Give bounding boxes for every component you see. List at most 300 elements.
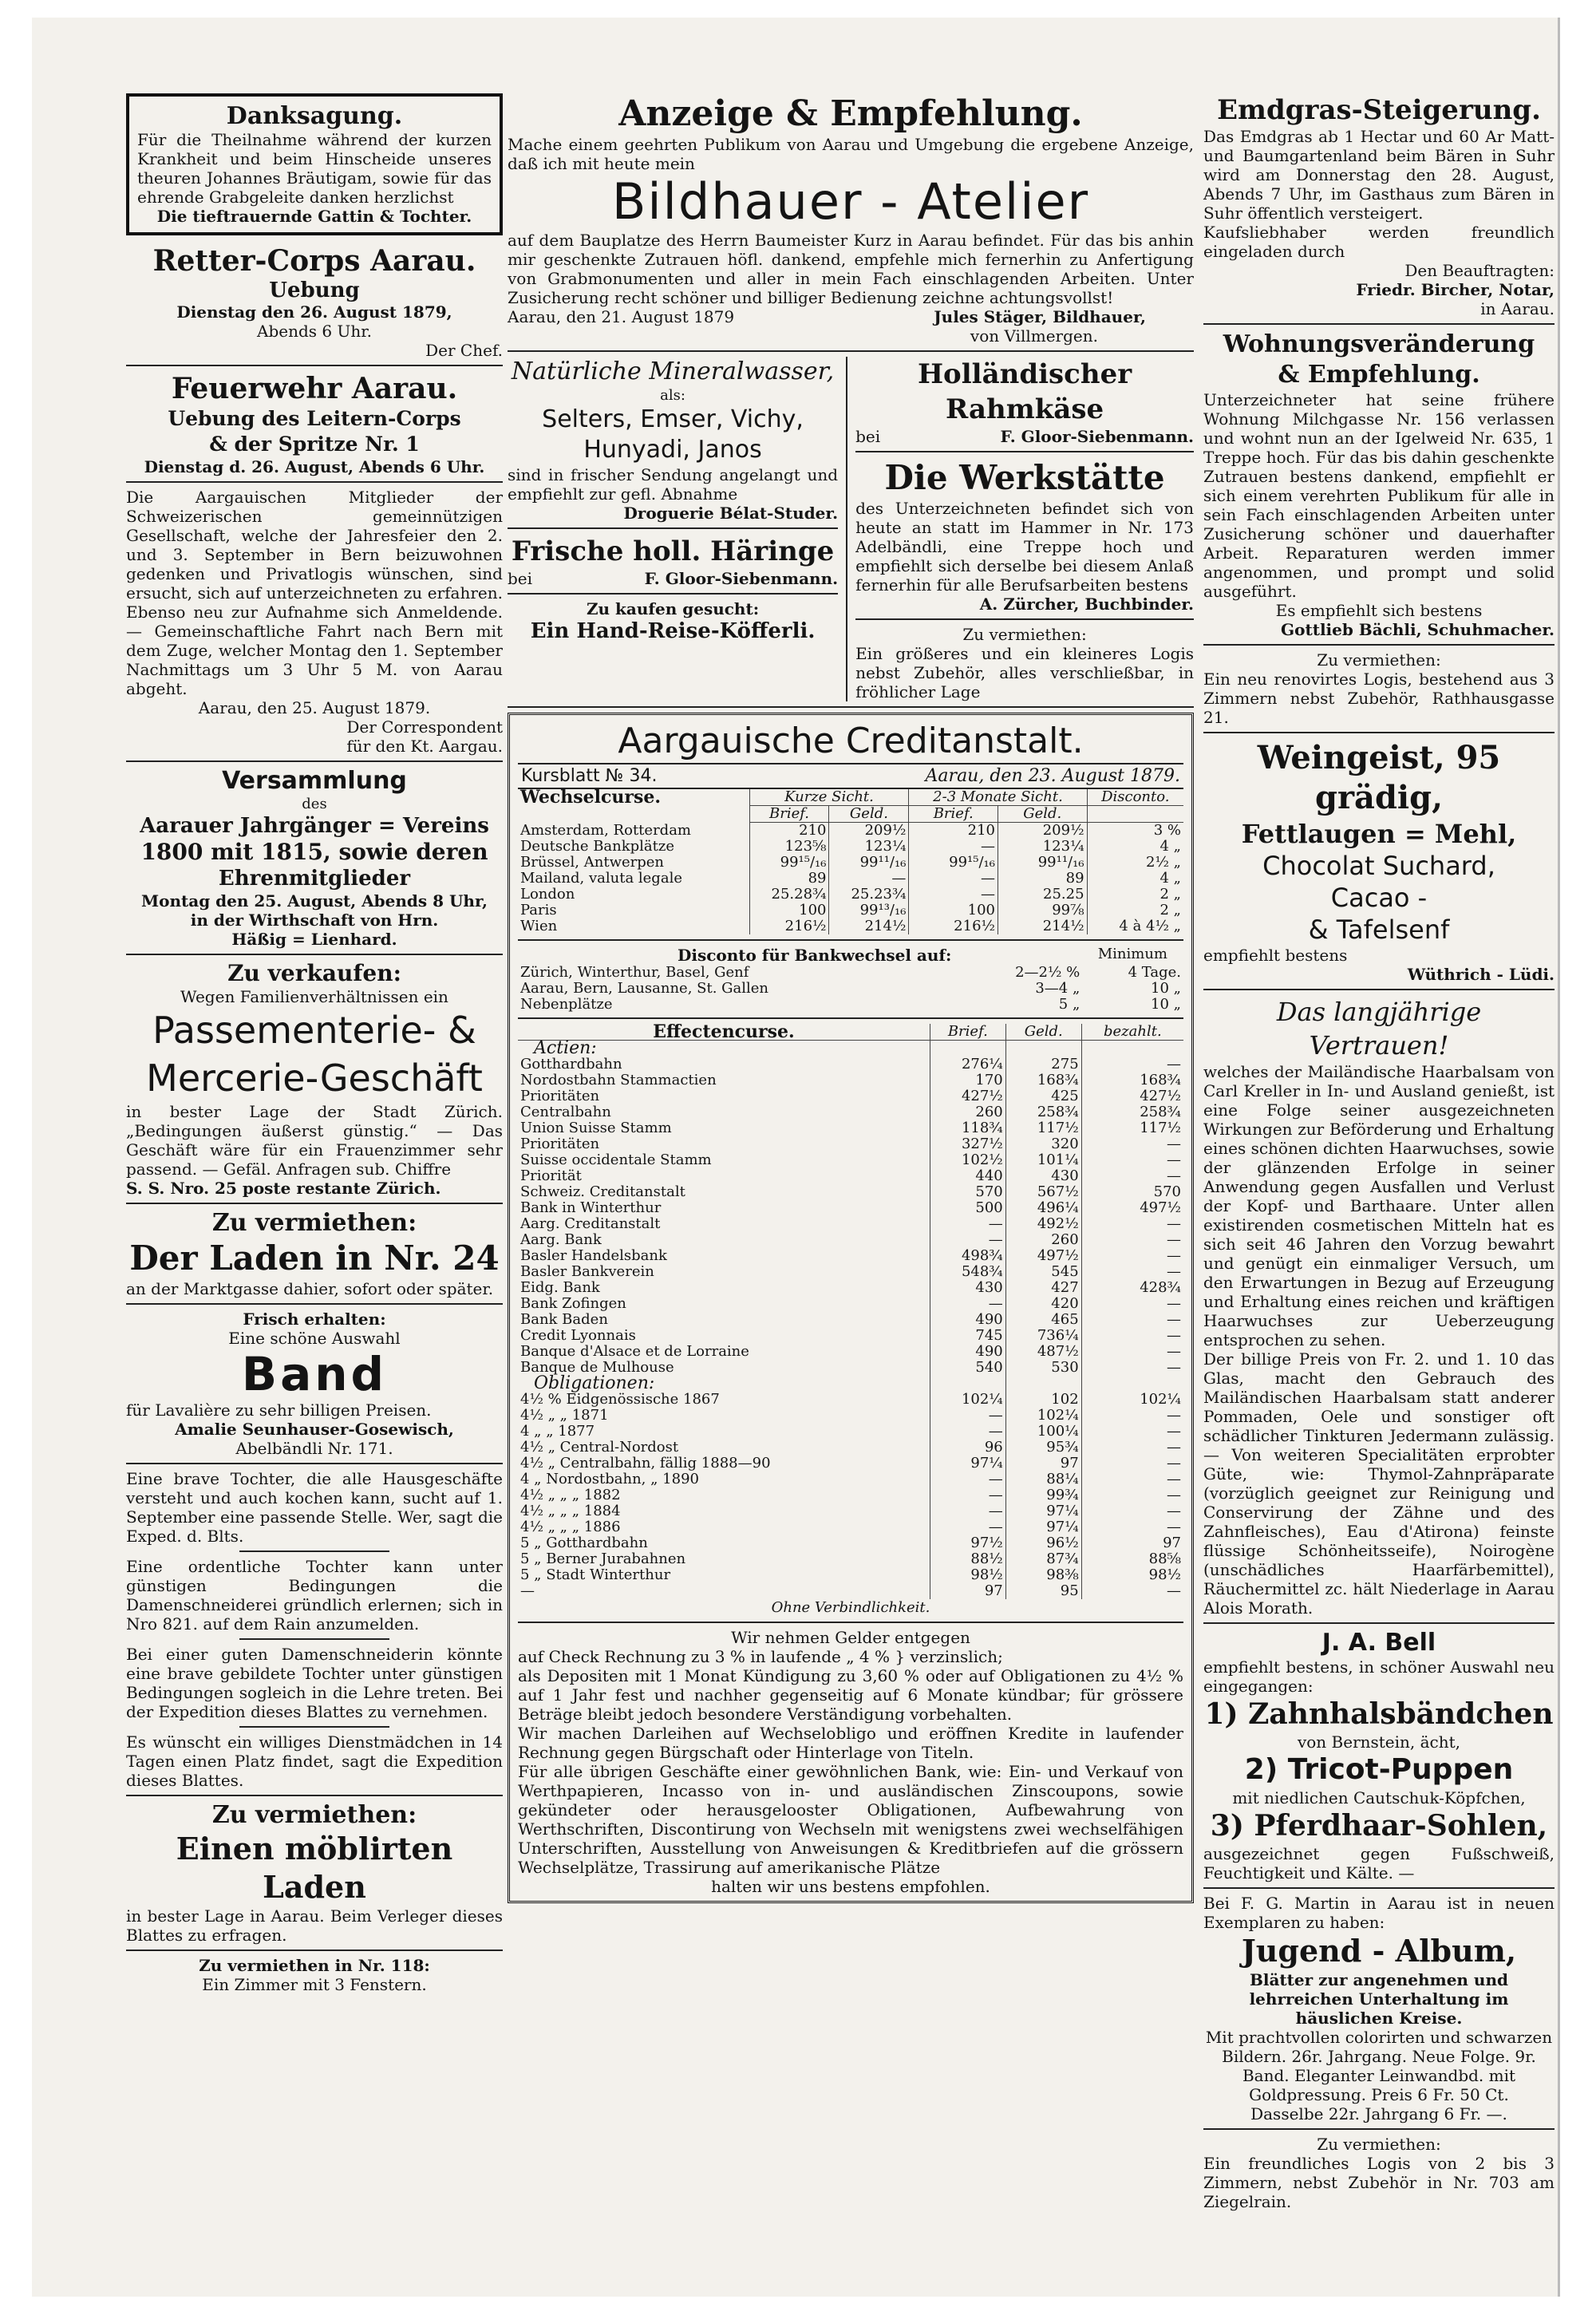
oblig-value: — (930, 1408, 1005, 1424)
divider (126, 1795, 503, 1796)
divider (239, 1551, 390, 1552)
disc-value: 4 Tage. (1128, 964, 1181, 981)
wechsel-value: 123¼ (829, 839, 909, 855)
werk-text: des Unterzeichneten befindet sich von heute an statt im Hammer in Nr. 173 Adelbändli, eine Treppe hoch und empfiehlt sich derselbe bei diesem Anlaß fernerhin für alle Berufsarbeiten bestens (855, 499, 1194, 595)
effect-value: — (930, 1216, 1005, 1232)
divider (126, 1949, 503, 1951)
effect-value: 427½ (930, 1088, 1005, 1104)
wein-l3: Chocolat Suchard, (1262, 851, 1495, 881)
bell-text: empfiehlt bestens, in schöner Auswahl neu eingegangen: (1203, 1657, 1555, 1696)
oblig-value: 97 (930, 1583, 1005, 1599)
effect-value: 101¼ (1005, 1152, 1081, 1168)
effect-value: — (1081, 1296, 1183, 1312)
effect-value: 736¼ (1005, 1328, 1081, 1344)
effect-value: 490 (930, 1312, 1005, 1328)
effect-value: — (1081, 1057, 1183, 1073)
oblig-row (518, 1424, 1183, 1440)
wechsel-value: 25.28¾ (749, 887, 829, 903)
oblig-name: 5 „ Gotthardbahn (520, 1535, 648, 1551)
oblig-value: — (930, 1503, 1005, 1519)
h-kurz: Kurze Sicht. (749, 789, 909, 806)
verk-big2: Mercerie-Geschäft (146, 1057, 483, 1100)
disc-min: Minimum (1097, 946, 1167, 962)
divider (126, 1303, 503, 1305)
effect-value: 168¾ (1081, 1073, 1183, 1088)
effect-value: — (1081, 1264, 1183, 1280)
gemein-sign1: Der Correspondent (346, 717, 503, 737)
oblig-row (518, 1472, 1183, 1487)
effect-name: Suisse occidentale Stamm (520, 1152, 712, 1168)
right-column (1203, 93, 1555, 2211)
disc-head (518, 946, 1183, 965)
wechsel-value: 210 (749, 823, 829, 839)
effect-value: 427 (1005, 1280, 1081, 1296)
anzeige-title: Anzeige & Empfehlung. (618, 93, 1083, 134)
oblig-row (518, 1535, 1183, 1551)
mineral-items: Selters, Emser, Vichy, Hunyadi, Janos (542, 405, 804, 464)
effect-head (518, 1024, 1183, 1041)
anzeige-text: auf dem Bauplatze des Herrn Baumeister Kurz in Aarau befindet. Für das bis anhin mir geschenkte Zutrauen höfl. dankend, empfehle mich fernerhin zu Anfertigung von Grabmonumenten und aller in mein Fach einschlagenden Arbeiten. Unter Zusicherung recht schöner und billiger Bedienung zeichne achtungsvollst! (508, 231, 1194, 307)
effect-value: 530 (1005, 1360, 1081, 1376)
credit-f5: Für alle übrigen Geschäfte einer gewöhnlichen Bank, wie: Ein- und Verkauf von Werthpapieren, Incasso von in- und ausländischen Zinscoupons, sowie gekündeter oder herausgelooster Obligationen, Aufbewahrung von Werthschriften, Discontirung von Wechseln mit wenigstens zwei wechselfähigen Unterschriften, Ausstellung von Anweisungen & Kreditbriefen auf die grössern Wechselplätze, Trassirung auf amerikanische Plätze (518, 1762, 1183, 1877)
effect-value: 487½ (1005, 1344, 1081, 1360)
effect-name: Aarg. Bank (520, 1231, 602, 1248)
oblig-value: 96½ (1005, 1535, 1081, 1551)
wechsel-value: 89 (749, 871, 829, 887)
effect-row (518, 1057, 1183, 1073)
credit-kurs: Kursblatt № 34. (521, 766, 658, 786)
effect-row (518, 1136, 1183, 1152)
effect-value: 540 (930, 1360, 1005, 1376)
wohn-text: Unterzeichneter hat seine frühere Wohnung Milchgasse Nr. 156 verlassen und wohnt nun an der Igelweid Nr. 635, 1 Treppe hoch. Für das bis dahin geschenkte Zutrauen bestens dankend, empfiehlt er sich einem verehrten Publikum für alle in sein Fach einschlagenden Arbeiten unter Zusicherung schöner und dauerhafter Arbeit. Reparaturen werden immer angenommen, und prompt und solid ausgeführt. (1203, 390, 1555, 601)
effect-value: 545 (1005, 1264, 1081, 1280)
oblig-value: — (1081, 1583, 1183, 1599)
emd-sign1: Den Beauftragten: (1404, 261, 1555, 280)
effect-value: 420 (1005, 1296, 1081, 1312)
dank-notice (126, 93, 503, 235)
credit-f3: als Depositen mit 1 Monat Kündigung zu 3,60 % oder auf Obligationen zu 4½ % auf 1 Jahr fest und nachher gegenseitig auf 6 Monate kündbar; für grössere Beträge bleibt jedoch besondere Verständigung vorbehalten. (518, 1666, 1183, 1724)
wechsel-row (518, 839, 1183, 855)
effect-value: 496¼ (1005, 1200, 1081, 1216)
oblig-value: 95¾ (1005, 1440, 1081, 1456)
disc-title: Disconto für Bankwechsel auf: (678, 946, 952, 965)
wechsel-value: 25.25 (998, 887, 1087, 903)
wein-l1: Weingeist, 95 grädig, (1257, 739, 1501, 816)
effect-row (518, 1200, 1183, 1216)
effect-row (518, 1184, 1183, 1200)
effect-value: 170 (930, 1073, 1005, 1088)
h-disc: Disconto. (1087, 789, 1183, 806)
anzeige-big: Bildhauer - Atelier (611, 172, 1090, 231)
mineral-title: Natürliche Mineralwasser, (511, 358, 835, 385)
emd-sign2: Friedr. Bircher, Notar, (1356, 280, 1555, 299)
versamm-l6: Häßig = Lienhard. (231, 930, 397, 949)
left-column (126, 93, 503, 1994)
aktien-label: Actien: (534, 1038, 597, 1058)
wechsel-value: 2½ „ (1087, 855, 1183, 871)
wein-emp: empfiehlt bestens (1203, 946, 1348, 965)
divider (239, 1726, 390, 1728)
wechsel-row (518, 887, 1183, 903)
wechsel-value: 3 % (1087, 823, 1183, 839)
oblig-value: 102¼ (1005, 1408, 1081, 1424)
laden-big: Der Laden in Nr. 24 (129, 1238, 500, 1278)
empty-cell (1081, 1376, 1183, 1392)
empty-cell (1005, 1376, 1081, 1392)
versamm-title: Versammlung (222, 767, 407, 795)
oblig-value: — (1081, 1472, 1183, 1487)
credit-f1: Wir nehmen Gelder entgegen (731, 1628, 970, 1647)
effect-table (518, 1021, 1183, 1599)
rahm-by: bei (855, 427, 881, 446)
ads-left (508, 357, 847, 701)
wechsel-value: 89 (998, 871, 1087, 887)
effect-name: Prioritäten (520, 1136, 600, 1152)
band-l1: Frisch erhalten: (243, 1310, 386, 1329)
oblig-name: 4½ „ „ 1871 (520, 1407, 609, 1424)
wechsel-place: Wien (520, 918, 558, 934)
haering-footer (508, 569, 838, 588)
oblig-name: 4 „ Nordostbahn, „ 1890 (520, 1471, 699, 1487)
effect-value: 425 (1005, 1088, 1081, 1104)
laden-text: an der Marktgasse dahier, sofort oder später. (126, 1279, 494, 1298)
effect-value: 275 (1005, 1057, 1081, 1073)
divider (1203, 1622, 1555, 1624)
band-l2: Eine schöne Auswahl (228, 1329, 401, 1348)
wechsel-value: 25.23¾ (829, 887, 909, 903)
effect-row (518, 1104, 1183, 1120)
effect-value: 465 (1005, 1312, 1081, 1328)
disc-row (518, 965, 1183, 981)
h-brief: Brief. (749, 806, 829, 823)
wechsel-value: 99¹¹/₁₆ (829, 855, 909, 871)
oblig-value: — (1081, 1519, 1183, 1535)
divider (855, 451, 1194, 452)
oblig-value: 97¼ (930, 1456, 1005, 1472)
emd-text: Das Emdgras ab 1 Hectar und 60 Ar Matt- und Baumgartenland beim Bären in Suhr wird am Donnerstag den 28. August, Abends 7 Uhr, im Gasthaus zum Bären in Suhr öffentlich versteigert. (1203, 127, 1555, 223)
oblig-row (518, 1487, 1183, 1503)
oblig-row (518, 1519, 1183, 1535)
credit-f6: halten wir uns bestens empfohlen. (711, 1877, 990, 1896)
divider (126, 1203, 503, 1204)
oblig-value: 97 (1081, 1535, 1183, 1551)
effect-title: Effectencurse. (518, 1024, 930, 1041)
effect-value: — (1081, 1152, 1183, 1168)
feuer-date: Dienstag d. 26. August, Abends 6 Uhr. (144, 457, 485, 476)
oblig-row (518, 1408, 1183, 1424)
effect-rows (518, 1057, 1183, 1376)
oblig-value: 88⅝ (1081, 1551, 1183, 1567)
emd-title: Emdgras-Steigerung. (1217, 94, 1541, 126)
effect-value: 320 (1005, 1136, 1081, 1152)
effect-row (518, 1088, 1183, 1104)
rahm-footer (855, 427, 1194, 446)
mineral-als: als: (660, 387, 685, 404)
retter-title: Retter-Corps Aarau. (152, 244, 476, 278)
newspaper-page (32, 18, 1560, 2297)
effect-row (518, 1232, 1183, 1248)
empty-cell (1081, 1041, 1183, 1057)
credit-date: Aarau, den 23. August 1879. (925, 766, 1180, 786)
oblig-value: 96 (930, 1440, 1005, 1456)
rverm2-title: Zu vermiethen: (1317, 2135, 1441, 2154)
effect-value: — (1081, 1360, 1183, 1376)
effect-row (518, 1152, 1183, 1168)
wechsel-head2 (518, 806, 1183, 823)
effect-name: Bank Baden (520, 1311, 608, 1328)
wechsel-place: Brüssel, Antwerpen (520, 854, 665, 871)
effect-value: — (1081, 1328, 1183, 1344)
oblig-value: 95 (1005, 1583, 1081, 1599)
rverm-text: Ein neu renovirtes Logis, bestehend aus 3 Zimmern nebst Zubehör, Rathhausgasse 21. (1203, 670, 1555, 727)
oblig-value: — (930, 1472, 1005, 1487)
dienst-text: Es wünscht ein williges Dienstmädchen in 14 Tagen einen Platz findet, sagt die Expedition dieses Blattes. (126, 1732, 503, 1790)
disc-row (518, 997, 1183, 1013)
wechsel-row (518, 918, 1183, 934)
jugend-text: Mit prachtvollen colorirten und schwarzen Bildern. 26r. Jahrgang. Neue Folge. 9r. Band. Eleganter Leinwandbd. mit Goldpressung. Preis 6 Fr. 50 Ct. (1205, 2028, 1553, 2104)
credit-f4: Wir machen Darleihen auf Wechselobligo und eröffnen Kredite in laufender Rechnung gegen Bürgschaft oder Hinterlage von Titeln. (518, 1724, 1183, 1762)
tochter2-text: Eine ordentliche Tochter kann unter günstigen Bedingungen die Damenschneiderei gründlich erlernen; sich in Nro 821. auf dem Rain anzumelden. (126, 1557, 503, 1633)
disc-place: Nebenplätze (520, 996, 613, 1013)
feuer-sub2: & der Spritze Nr. 1 (209, 433, 420, 456)
h-brief: Brief. (930, 1024, 1005, 1041)
wechsel-value: — (909, 871, 998, 887)
vertrauen-title: Das langjährige Vertrauen! (1276, 997, 1482, 1061)
wechsel-value: 99¹¹/₁₆ (998, 855, 1087, 871)
divider (1203, 323, 1555, 325)
effect-name: Centralbahn (520, 1104, 611, 1120)
oblig-value: 102¼ (1081, 1392, 1183, 1408)
credit-f2: auf Check Rechnung zu 3 % in laufende „ 4 % } verzinslich; (518, 1647, 1003, 1666)
divider (508, 350, 1194, 352)
versamm-l2: 1800 mit 1815, sowie deren (140, 839, 488, 865)
wechsel-value: 100 (749, 903, 829, 918)
bell-i1: 1) Zahnhalsbändchen (1204, 1697, 1554, 1731)
anzeige-name: Jules Stäger, Bildhauer, (934, 307, 1146, 326)
divider (508, 706, 1194, 708)
verk-text: in bester Lage der Stadt Zürich. „Bedingungen äußerst günstig.“ — Das Geschäft wäre für ein Frauenzimmer sehr passend. — Gefäl. Anfragen sub. Chiffre (126, 1102, 503, 1179)
effect-value: 490 (930, 1344, 1005, 1360)
effect-value: 567½ (1005, 1184, 1081, 1200)
anzeige-from: von Villmergen. (970, 326, 1098, 346)
oblig-value: 102¼ (930, 1392, 1005, 1408)
band-big: Band (241, 1347, 388, 1401)
wohn-title1: Wohnungsveränderung (1223, 330, 1535, 358)
rahm-name: F. Gloor-Siebenmann. (1000, 427, 1194, 446)
effect-value: 492½ (1005, 1216, 1081, 1232)
wechsel-value: 99¹⁵/₁₆ (749, 855, 829, 871)
effect-value: — (1081, 1216, 1183, 1232)
oblig-row (518, 1440, 1183, 1456)
empty-cell (1005, 1041, 1081, 1057)
divider (126, 760, 503, 762)
jugend-title: Jugend - Album, (1241, 1933, 1517, 1969)
effect-name: Priorität (520, 1167, 582, 1184)
effect-name: Bank in Winterthur (520, 1199, 662, 1216)
divider (518, 1622, 1183, 1623)
wechsel-value: 100 (909, 903, 998, 918)
wechsel-head1 (518, 789, 1183, 806)
effect-value: 118¾ (930, 1120, 1005, 1136)
disc-rows (518, 965, 1183, 1013)
divider (855, 618, 1194, 620)
kaufen-title: Zu kaufen gesucht: (586, 599, 760, 618)
wechsel-place: Paris (520, 902, 557, 918)
bell-i3: 3) Pferdhaar-Sohlen, (1210, 1809, 1548, 1843)
effect-row (518, 1168, 1183, 1184)
oblig-value: 100¼ (1005, 1424, 1081, 1440)
haering-title: Frische holl. Häringe (511, 535, 835, 567)
wechsel-value: 216½ (909, 918, 998, 934)
wechsel-value: — (909, 839, 998, 855)
effect-value: 117½ (1081, 1120, 1183, 1136)
wechsel-value: 209½ (829, 823, 909, 839)
effect-value: 440 (930, 1168, 1005, 1184)
wein-sign: Wüthrich - Lüdi. (1407, 965, 1555, 984)
oblig-rows (518, 1392, 1183, 1599)
emd-sign3: in Aarau. (1480, 299, 1555, 318)
oblig-value: 97½ (930, 1535, 1005, 1551)
band-name: Amalie Seunhauser-Gosewisch, (175, 1420, 454, 1439)
bell-i2s: mit niedlichen Cautschuk-Köpfchen, (1232, 1788, 1526, 1807)
effect-value: 260 (1005, 1232, 1081, 1248)
wechsel-value: 216½ (749, 918, 829, 934)
laden-title: Zu vermiethen: (211, 1209, 417, 1237)
effect-value: 745 (930, 1328, 1005, 1344)
oblig-name: 4½ % Eidgenössische 1867 (520, 1391, 720, 1408)
effect-value: 548¾ (930, 1264, 1005, 1280)
disc-value: 3—4 „ (1035, 980, 1080, 997)
gemein-sign2: für den Kt. Aargau. (346, 737, 503, 756)
verm-text: Ein größeres und ein kleineres Logis nebst Zubehör, alles verschließbar, in fröhlicher Lage (855, 644, 1194, 701)
effect-value: 327½ (930, 1136, 1005, 1152)
effect-value: 498¾ (930, 1248, 1005, 1264)
empty-cell (930, 1041, 1005, 1057)
band-addr: Abelbändli Nr. 171. (235, 1439, 393, 1458)
wechsel-table (518, 789, 1183, 934)
oblig-value: 98⅜ (1005, 1567, 1081, 1583)
divider (1203, 1887, 1555, 1889)
divider (518, 1017, 1183, 1019)
oblig-value: — (1081, 1487, 1183, 1503)
oblig-value: — (930, 1487, 1005, 1503)
oblig-value: — (930, 1424, 1005, 1440)
bell-name: J. A. Bell (1321, 1629, 1436, 1657)
moebl-big: Einen möblirten Laden (176, 1831, 453, 1905)
divider (126, 481, 503, 483)
divider (1203, 644, 1555, 646)
oblig-row (518, 1392, 1183, 1408)
effect-name: Basler Handelsbank (520, 1247, 667, 1264)
wein-l4: Cacao - (1330, 883, 1428, 913)
disc-row (518, 981, 1183, 997)
bell-i2: 2) Tricot-Puppen (1244, 1753, 1514, 1786)
disc-table (518, 965, 1183, 1013)
effect-row (518, 1328, 1183, 1344)
oblig-value: 97 (1005, 1456, 1081, 1472)
effect-value: — (1081, 1232, 1183, 1248)
effect-name: Nordostbahn Stammactien (520, 1072, 717, 1088)
gemein-text: Die Aargauischen Mitglieder der Schweizerischen gemeinnützigen Gesellschaft, welche der Jahresfeier den 2. und 3. September in Bern beizuwohnen gedenken und Privatlogis wünschen, sind ersucht, sich auf unterzeichneten zu erfahren. Ebenso neu zur Aufnahme sich Anmeldende. — Gemeinschaftliche Fahrt nach Bern mit dem Zuge, welcher Montag den 1. September Nachmittags um 3 Uhr 5 M. von Aarau abgeht. (126, 488, 503, 698)
vertrauen-text: welches der Mailändische Haarbalsam von Carl Kreller in In- und Ausland genießt, ist eine Folge seiner ausgezeichneten Wirkungen zur Beförderung und Erhaltung eines schönen dichten Haarwuchses, sowie der glänzenden Erfolge in seiner Anwendung gegen Ausfallen und Verlust der Kopf- und Barthaare. Unter allen existirenden cosmetischen Mitteln hat es sich seit 46 Jahren den Vorzug bewahrt und genügt ein einmaliger Versuch, um den Erwartungen in Bezug auf Erzeugung und Erhaltung eines reichen und kräftigen Haarwuchses zur Ueberzeugung entsprochen zu sehen. (1203, 1062, 1555, 1349)
gemein-date: Aarau, den 25. August 1879. (198, 698, 431, 717)
oblig-value: 97¼ (1005, 1519, 1081, 1535)
effect-name: Gotthardbahn (520, 1056, 622, 1073)
oblig-name: 5 „ Stadt Winterthur (520, 1566, 671, 1583)
werk-sign: A. Zürcher, Buchbinder. (979, 595, 1194, 614)
oblig-label: Obligationen: (534, 1373, 655, 1393)
band-text: für Lavalière zu sehr billigen Preisen. (126, 1400, 432, 1420)
effect-value: 428¾ (1081, 1280, 1183, 1296)
zimmer-text: Ein Zimmer mit 3 Fenstern. (202, 1975, 427, 1994)
wohn-sign1: Es empfiehlt sich bestens (1275, 601, 1483, 620)
dank-sign: Die tieftrauernde Gattin & Tochter. (156, 207, 472, 226)
versamm-l4: Montag den 25. August, Abends 8 Uhr, (140, 891, 488, 911)
wechsel-value: — (909, 887, 998, 903)
effect-name: Eidg. Bank (520, 1279, 600, 1296)
wechsel-title: Wechselcurse. (520, 787, 662, 808)
jugend-l1: Bei F. G. Martin in Aarau ist in neuen Exemplaren zu haben: (1203, 1894, 1555, 1932)
rverm2-text: Ein freundliches Logis von 2 bis 3 Zimmern, nebst Zubehör in Nr. 703 am Ziegelrain. (1203, 2154, 1555, 2211)
effect-row (518, 1216, 1183, 1232)
disc-value: 2—2½ % (1015, 964, 1080, 981)
bell-i1s: von Bernstein, ächt, (1297, 1732, 1461, 1752)
oblig-value: — (930, 1519, 1005, 1535)
retter-date: Dienstag den 26. August 1879, (176, 302, 452, 322)
oblig-value: 88½ (930, 1551, 1005, 1567)
h-bez: bezahlt. (1081, 1024, 1183, 1041)
moebl-title: Zu vermiethen: (211, 1801, 417, 1829)
aktien-row (518, 1041, 1183, 1057)
credit-ohne: Ohne Verbindlichkeit. (771, 1599, 930, 1616)
wechsel-row (518, 903, 1183, 918)
oblig-row (518, 1567, 1183, 1583)
disc-place: Zürich, Winterthur, Basel, Genf (520, 964, 749, 981)
oblig-value: 98½ (1081, 1567, 1183, 1583)
jugend-sub: Blätter zur angenehmen und lehrreichen Unterhaltung im häuslichen Kreise. (1249, 1970, 1509, 2028)
divider (126, 954, 503, 955)
retter-sub: Uebung (269, 278, 360, 302)
wechsel-value: 4 à 4½ „ (1087, 918, 1183, 934)
divider (508, 527, 838, 529)
wohn-sign2: Gottlieb Bächli, Schuhmacher. (1281, 620, 1555, 639)
h-geld: Geld. (829, 806, 909, 823)
credit-box (508, 713, 1194, 1903)
dank-title: Danksagung. (226, 102, 403, 130)
effect-value: 258¾ (1005, 1104, 1081, 1120)
effect-value: — (1081, 1168, 1183, 1184)
oblig-name: 4½ „ „ „ 1884 (520, 1503, 621, 1519)
credit-header (518, 763, 1183, 789)
oblig-name: 4 „ „ 1877 (520, 1423, 595, 1440)
effect-value: — (1081, 1248, 1183, 1264)
wechsel-place: Deutsche Bankplätze (520, 838, 675, 855)
oblig-value: 97¼ (1005, 1503, 1081, 1519)
wechsel-value: 4 „ (1087, 839, 1183, 855)
haering-name: F. Gloor-Siebenmann. (644, 569, 839, 588)
effect-row (518, 1280, 1183, 1296)
effect-value: — (1081, 1344, 1183, 1360)
wechsel-value: 214½ (998, 918, 1087, 934)
oblig-name: 5 „ Berner Jurabahnen (520, 1551, 686, 1567)
divider (518, 939, 1183, 941)
wechsel-row (518, 855, 1183, 871)
jugend-text2: Dasselbe 22r. Jahrgang 6 Fr. —. (1250, 2104, 1507, 2123)
kaufen-item: Ein Hand-Reise-Köfferli. (530, 619, 816, 643)
effect-value: 430 (1005, 1168, 1081, 1184)
oblig-row (518, 1376, 1183, 1392)
effect-value: — (1081, 1312, 1183, 1328)
